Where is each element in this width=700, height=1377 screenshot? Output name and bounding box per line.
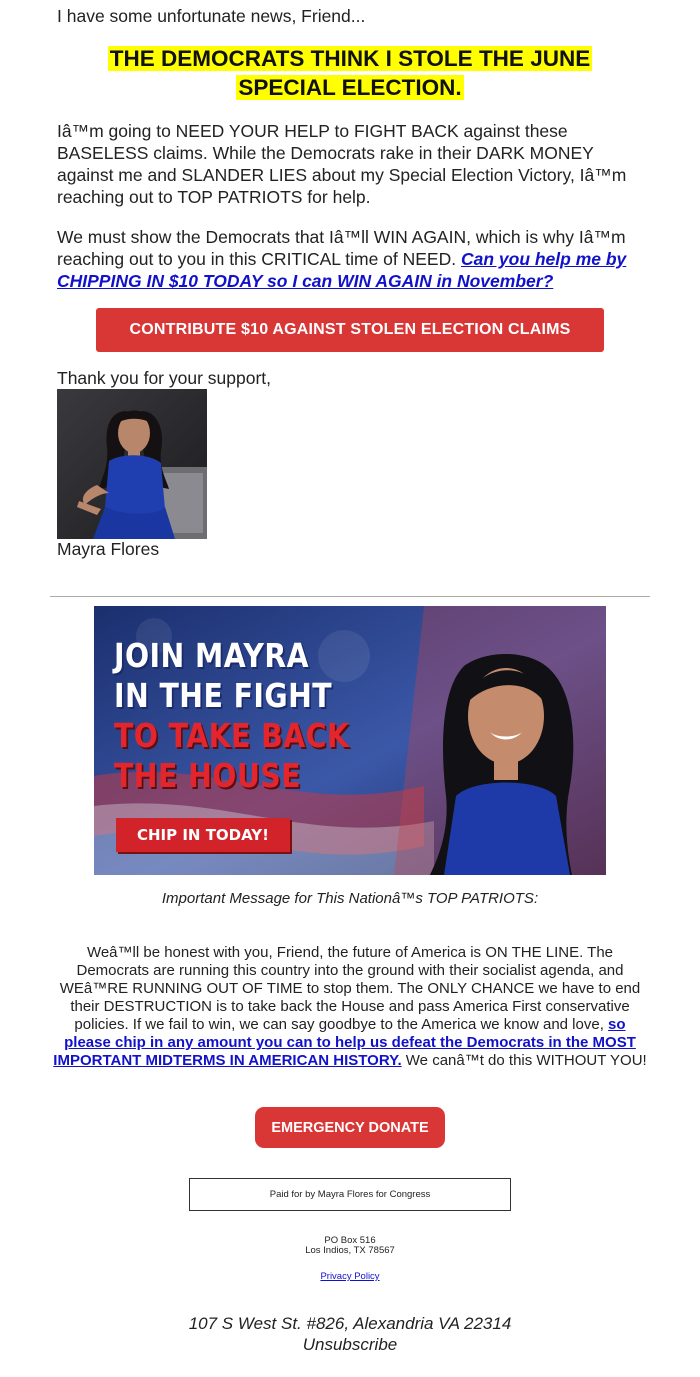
banner-line-2: IN THE FIGHT: [114, 676, 333, 715]
thanks-text: Thank you for your support,: [57, 368, 271, 388]
paragraph-2-text: We must show the Democrats that Iâ™ll WIN AGAIN, which is why Iâ™m reaching out to you in this CRITICAL time of NEED.: [57, 227, 626, 269]
emergency-donate-button[interactable]: EMERGENCY DONATE: [255, 1107, 445, 1148]
join-mayra-banner[interactable]: [94, 606, 606, 875]
chip-in-link[interactable]: Can you help me by CHIPPING IN $10 TODAY so I can WIN AGAIN in November?: [57, 249, 627, 291]
po-box: PO Box 516: [324, 1235, 376, 1246]
mailing-address: [0, 1236, 700, 1256]
headline: [0, 44, 700, 102]
body-paragraph: [52, 944, 648, 1070]
chip-in-any-amount-link[interactable]: so please chip in any amount you can to help us defeat the Democrats in the MOST IMPORTANT MIDTERMS IN AMERICAN HISTORY.: [53, 1016, 636, 1069]
headline-line-2: SPECIAL ELECTION.: [238, 75, 462, 100]
banner-line-4: THE HOUSE: [114, 756, 301, 795]
body-paragraph-tail: We canâ™t do this WITHOUT YOU!: [401, 1052, 647, 1069]
city-line: Los Indios, TX 78567: [305, 1245, 395, 1256]
privacy-row: [0, 1271, 700, 1282]
paragraph-2: [57, 226, 643, 292]
candidate-photo-image: [57, 389, 207, 539]
footer-address: 107 S West St. #826, Alexandria VA 22314: [188, 1314, 512, 1333]
divider: [50, 596, 650, 597]
paid-for-text: Paid for by Mayra Flores for Congress: [269, 1189, 431, 1200]
signature-name: Mayra Flores: [57, 539, 160, 559]
contribute-10-button[interactable]: CONTRIBUTE $10 AGAINST STOLEN ELECTION CLAIMS: [96, 308, 604, 352]
privacy-policy-link[interactable]: Privacy Policy: [320, 1271, 380, 1282]
important-message: Important Message for This Nationâ™s TOP PATRIOTS:: [161, 890, 539, 907]
candidate-photo: [57, 389, 207, 539]
headline-line-1: THE DEMOCRATS THINK I STOLE THE JUNE: [109, 46, 591, 71]
banner-line-3: TO TAKE BACK: [114, 716, 350, 755]
paid-for-box: [189, 1178, 511, 1211]
unsubscribe-link[interactable]: Unsubscribe: [302, 1335, 398, 1354]
banner-line-1: JOIN MAYRA: [114, 636, 310, 675]
paragraph-1: Iâ™m going to NEED YOUR HELP to FIGHT BACK against these BASELESS claims. While the Democrats rake in their DARK MONEY against me and SLANDER LIES about my Special Election Victory, Iâ™m reaching out to TOP PATRIOTS for help.: [57, 121, 627, 207]
greeting-text: I have some unfortunate news, Friend...: [57, 6, 366, 26]
chip-in-today-button[interactable]: CHIP IN TODAY!: [116, 818, 290, 852]
body-paragraph-text: Weâ™ll be honest with you, Friend, the future of America is ON THE LINE. The Democrats are running this country into the ground with their socialist agenda, and WEâ™RE RUNNING OUT OF TIME to stop them. The ONLY CHANCE we have to end their DESTRUCTION is to take back the House and pass America First conservative policies. If we fail to win, we can say goodbye to the America we know and love,: [59, 944, 641, 1033]
footer: [0, 1313, 700, 1355]
